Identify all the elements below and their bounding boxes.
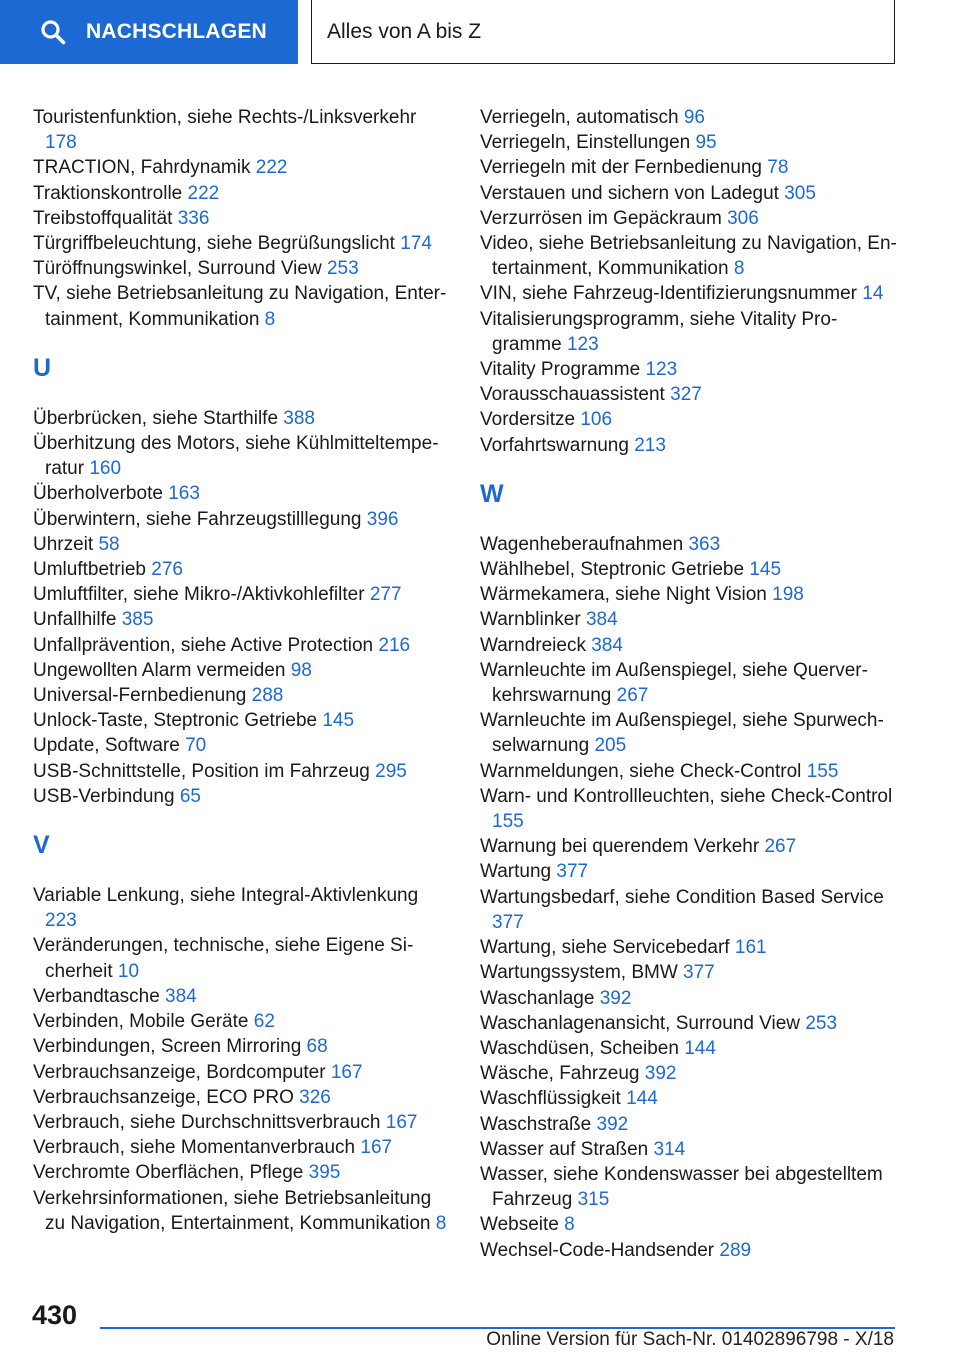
index-page-link[interactable]: 145 [322,710,355,732]
index-entry-text: Video, siehe Betriebsanleitung zu Navigation, Entertainment, Kommunikation [480,233,897,280]
index-entry-text: Wartungssystem, BMW [480,962,678,984]
index-entry-text: Warnmeldungen, siehe Check-Control [480,760,802,782]
section-title: Alles von A bis Z [327,19,482,43]
index-page-link[interactable]: 163 [168,483,200,505]
index-entry [480,1086,900,1111]
index-entry-text: Variable Lenkung, siehe Integral-Aktivlenkung [33,885,419,907]
index-entry [480,407,900,432]
index-page-link[interactable]: 277 [369,584,402,606]
index-entry [33,431,453,481]
index-entry [480,130,900,155]
index-entry [480,1238,900,1263]
index-page-link[interactable]: 161 [734,937,767,959]
index-entry [480,307,900,357]
index-entry [480,433,900,458]
index-page-link[interactable]: 213 [634,434,666,456]
index-entry [480,357,900,382]
index-entry-text: Uhrzeit [33,533,94,555]
index-page-link[interactable]: 123 [566,333,599,355]
index-entry-text: Wartung, siehe Servicebedarf [480,937,730,959]
index-entry-text: Überbrücken, siehe Starthilfe [33,407,279,429]
index-entry [33,1186,453,1236]
index-page-link[interactable]: 216 [378,634,411,656]
index-entry-text: Warnleuchte im Außenspiegel, siehe Spurwechselwarnung [480,710,884,757]
index-entry [480,960,900,985]
index-page-link[interactable]: 396 [366,508,399,530]
index-page-link[interactable]: 198 [772,584,804,606]
index-entry [480,1212,900,1237]
index-entry [33,759,453,784]
index-page-link[interactable]: 8 [264,308,276,330]
index-page-link[interactable]: 10 [117,960,140,982]
index-entry-text: Treibstoffqualität [33,207,173,229]
index-entry-text: Türgriffbeleuchtung, siehe Begrüßungslicht [33,233,395,255]
index-page-link[interactable]: 306 [727,207,759,229]
index-page-link[interactable]: 95 [695,132,717,154]
index-entry-text: Unfallprävention, siehe Active Protection [33,634,374,656]
index-entry [33,883,453,933]
index-entry-text: Warn- und Kontrollleuchten, siehe Check-Control [480,785,893,807]
index-entry-text: Waschflüssigkeit [480,1088,621,1110]
index-letter-heading: V [33,831,50,860]
index-entry-text: Verbrauchsanzeige, ECO PRO [33,1086,294,1108]
index-page-link[interactable]: 392 [596,1113,629,1135]
index-entry [33,1060,453,1085]
index-page-link[interactable]: 276 [151,559,183,581]
index-entry [33,481,453,506]
index-entry-text: Unlock-Taste, Steptronic Getriebe [33,710,318,732]
index-entry [480,1137,900,1162]
index-entry [480,859,900,884]
index-entry-text: Verstauen und sichern von Ladegut [480,182,779,204]
index-entry-text: VIN, siehe Fahrzeug-Identifizierungsnummer [480,283,858,305]
index-entry [33,206,453,231]
index-entry [480,885,900,935]
index-page-link[interactable]: 315 [577,1189,610,1211]
index-entry [480,1112,900,1137]
index-entry-text: Verbrauchsanzeige, Bordcomputer [33,1061,326,1083]
index-entry-text: Wäsche, Fahrzeug [480,1063,640,1085]
index-page-link[interactable]: 222 [255,157,288,179]
index-entry-text: Überwintern, siehe Fahrzeugstilllegung [33,508,362,530]
index-entry-text: Unfallhilfe [33,609,117,631]
index-entry [33,105,453,155]
index-entry-text: Verriegeln, automatisch [480,107,679,128]
index-page-link[interactable]: 155 [806,760,839,782]
index-page-link[interactable]: 384 [585,609,618,631]
index-page-link[interactable]: 395 [308,1162,341,1184]
index-entry-text: Verzurrösen im Gepäckraum [480,207,722,229]
index-page-link[interactable]: 392 [599,987,632,1009]
index-page-link[interactable]: 384 [591,634,623,656]
index-page-link[interactable]: 14 [862,283,884,305]
page-number: 430 [32,1300,78,1330]
index-page-link[interactable]: 145 [749,559,782,581]
index-entry-text: Warnblinker [480,609,581,631]
nachschlagen-label: NACHSCHLAGEN [86,20,267,43]
index-page-link[interactable]: 384 [165,985,197,1007]
index-entry [33,1135,453,1160]
index-entry [480,532,900,557]
index-entry [33,1110,453,1135]
index-page-link[interactable]: 222 [187,182,220,204]
index-entry [480,181,900,206]
index-entry-text: Waschstraße [480,1113,592,1135]
index-entry [33,181,453,206]
index-page-link[interactable]: 167 [330,1061,363,1083]
index-page-link[interactable]: 267 [764,836,797,858]
index-entry [480,607,900,632]
index-entry-text: Warndreieck [480,634,586,656]
index-page-link[interactable]: 62 [253,1011,275,1033]
index-entry [33,1085,453,1110]
index-page-link[interactable]: 336 [177,207,210,229]
index-entry [480,281,900,306]
index-entry-text: Touristenfunktion, siehe Rechts-/Linksverkehr [33,107,417,128]
index-page-link[interactable]: 58 [98,533,120,555]
index-entry [480,1162,900,1212]
index-entry-text: Wagenheberaufnahmen [480,533,684,555]
index-page-link[interactable]: 377 [492,911,524,933]
index-entry-text: Überholverbote [33,483,163,505]
index-entry-text: TV, siehe Betriebsanleitung zu Navigation, Entertainment, Kommunikation [33,283,447,330]
index-entry [480,1061,900,1086]
index-page-link[interactable]: 8 [733,258,745,280]
index-page-link[interactable]: 96 [683,107,705,128]
index-entry-text: Vorausschauassistent [480,384,665,406]
index-page-link[interactable]: 155 [492,811,524,833]
index-entry-text: Türöffnungswinkel, Surround View [33,258,322,280]
index-page-link[interactable]: 388 [283,407,315,429]
section-title-tab[interactable] [311,0,895,64]
index-page-link[interactable]: 385 [121,609,154,631]
index-entry [480,658,900,708]
index-entry-text: Vorfahrtswarnung [480,434,629,456]
index-entry-text: Vordersitze [480,409,576,431]
index-entry-text: Verbrauch, siehe Durchschnittsverbrauch [33,1111,381,1133]
index-page-link[interactable]: 253 [326,258,359,280]
index-entry [480,633,900,658]
index-entry [33,406,453,431]
index-entry-text: Verbandtasche [33,985,160,1007]
index-page-link[interactable]: 267 [616,685,649,707]
index-entry-text: Universal-Fernbedienung [33,685,247,707]
index-page-link[interactable]: 314 [653,1138,686,1160]
index-page-link[interactable]: 8 [435,1212,447,1234]
index-page-link[interactable]: 305 [784,182,816,204]
index-column-right [480,105,900,1263]
index-entry-text: Vitality Programme [480,359,641,381]
index-entry-text: Update, Software [33,735,180,757]
index-entry [33,155,453,180]
index-entry-text: Überhitzung des Motors, siehe Kühlmitteltemperatur [33,433,439,480]
index-entry [33,231,453,256]
index-entry-text: Wartungsbedarf, siehe Condition Based Service [480,886,884,908]
index-entry [480,935,900,960]
index-entry-text: Verchromte Oberflächen, Pflege [33,1162,304,1184]
index-entry-text: Verriegeln, Einstellungen [480,132,691,154]
index-entry-text: Verbrauch, siehe Momentanverbrauch [33,1137,356,1159]
index-entry-text: Webseite [480,1214,559,1236]
index-page-link[interactable]: 289 [719,1239,752,1261]
nachschlagen-tab[interactable] [0,0,298,64]
index-entry-text: Wasser, siehe Kondenswasser bei abgestelltem Fahrzeug [480,1163,883,1211]
index-page-link[interactable]: 377 [683,962,715,984]
index-page-link[interactable]: 144 [626,1088,658,1110]
index-entry [33,281,453,331]
index-page-link[interactable]: 174 [400,233,432,255]
index-entry [33,708,453,733]
index-entry-text: Verkehrsinformationen, siehe Betriebsanleitung zu Navigation, Entertainment, Kommunikation [33,1187,432,1234]
index-entry-text: Wasser auf Straßen [480,1138,649,1160]
index-column-left [33,105,453,1236]
index-entry [33,557,453,582]
index-page-link[interactable]: 167 [360,1137,393,1159]
index-entry [480,708,900,758]
index-entry [33,582,453,607]
index-page-link[interactable]: 123 [645,359,678,381]
index-page-link[interactable]: 98 [290,659,312,681]
index-entry [480,759,900,784]
index-entry-text: USB-Schnittstelle, Position im Fahrzeug [33,760,370,782]
index-entry-text: Verbindungen, Screen Mirroring [33,1036,302,1058]
index-entry [33,784,453,809]
index-page-link[interactable]: 178 [45,132,77,154]
index-entry [480,557,900,582]
index-entry [480,834,900,859]
index-page-link[interactable]: 377 [556,861,589,883]
index-entry-text: Verbinden, Mobile Geräte [33,1011,249,1033]
index-page-link[interactable]: 8 [564,1214,575,1236]
index-entry-text: Verriegeln mit der Fernbedienung [480,157,763,179]
index-page-link[interactable]: 288 [251,685,284,707]
index-entry [33,633,453,658]
index-page-link[interactable]: 295 [375,760,407,782]
index-page-link[interactable]: 70 [185,735,207,757]
index-entry-text: Warnleuchte im Außenspiegel, siehe Querverkehrswarnung [480,659,868,707]
index-page-link[interactable]: 68 [306,1036,328,1058]
index-entry [33,1160,453,1185]
index-entry [33,532,453,557]
index-entry [33,256,453,281]
index-entry [480,1011,900,1036]
index-page-link[interactable]: 65 [179,785,201,807]
index-letter-heading: W [480,479,504,508]
index-entry [33,658,453,683]
index-entry-text: Wartung [480,861,552,883]
index-page-link[interactable]: 363 [688,533,721,555]
index-entry-text: Waschanlagenansicht, Surround View [480,1012,801,1034]
index-page-link[interactable]: 223 [45,910,77,932]
index-entry [33,933,453,983]
index-entry-text: Vitalisierungsprogramm, siehe Vitality Programme [480,308,838,355]
index-page-link[interactable]: 160 [89,458,122,480]
index-entry-text: Umluftbetrieb [33,559,146,581]
index-entry-text: Warnung bei querendem Verkehr [480,836,760,858]
search-icon [40,19,66,45]
index-entry [480,206,900,231]
index-entry-text: Umluftfilter, siehe Mikro-/Aktivkohlefilter [33,584,365,606]
page-header [0,0,960,66]
index-entry-text: Wechsel-Code-Handsender [480,1239,715,1261]
index-page-link[interactable]: 106 [580,409,613,431]
index-entry [480,231,900,281]
index-page-link[interactable]: 167 [385,1111,418,1133]
index-entry [33,733,453,758]
index-entry [480,1036,900,1061]
index-entry-text: Waschdüsen, Scheiben [480,1037,679,1059]
index-entry [480,986,900,1011]
index-page-link[interactable]: 326 [299,1086,331,1108]
index-entry-text: Wählhebel, Steptronic Getriebe [480,559,745,581]
index-entry-text: Ungewollten Alarm vermeiden [33,659,286,681]
index-entry [33,1034,453,1059]
index-page-link[interactable]: 392 [644,1063,677,1085]
index-entry-text: Waschanlage [480,987,595,1009]
index-entry [480,582,900,607]
index-entry [480,382,900,407]
index-entry-text: Traktionskontrolle [33,182,183,204]
index-entry-text: Wärmekamera, siehe Night Vision [480,584,767,606]
index-entry-text: USB-Verbindung [33,785,175,807]
index-entry [480,784,900,834]
index-page-link[interactable]: 205 [594,735,627,757]
index-entry [33,683,453,708]
index-entry [480,155,900,180]
index-letter-heading: U [33,353,52,382]
index-entry [33,507,453,532]
index-page-link[interactable]: 78 [767,157,789,179]
footer-online-version: Online Version für Sach-Nr. 01402896798 - X/18 [486,1329,894,1350]
index-entry-text: Veränderungen, technische, siehe Eigene Sicherheit [33,935,414,982]
index-entry [480,105,900,130]
index-entry [33,1009,453,1034]
index-entry [33,607,453,632]
index-page-link[interactable]: 327 [670,384,702,406]
index-page-link[interactable]: 253 [805,1012,838,1034]
index-entry [33,984,453,1009]
index-page-link[interactable]: 144 [684,1037,716,1059]
index-entry-text: TRACTION, Fahrdynamik [33,157,251,179]
